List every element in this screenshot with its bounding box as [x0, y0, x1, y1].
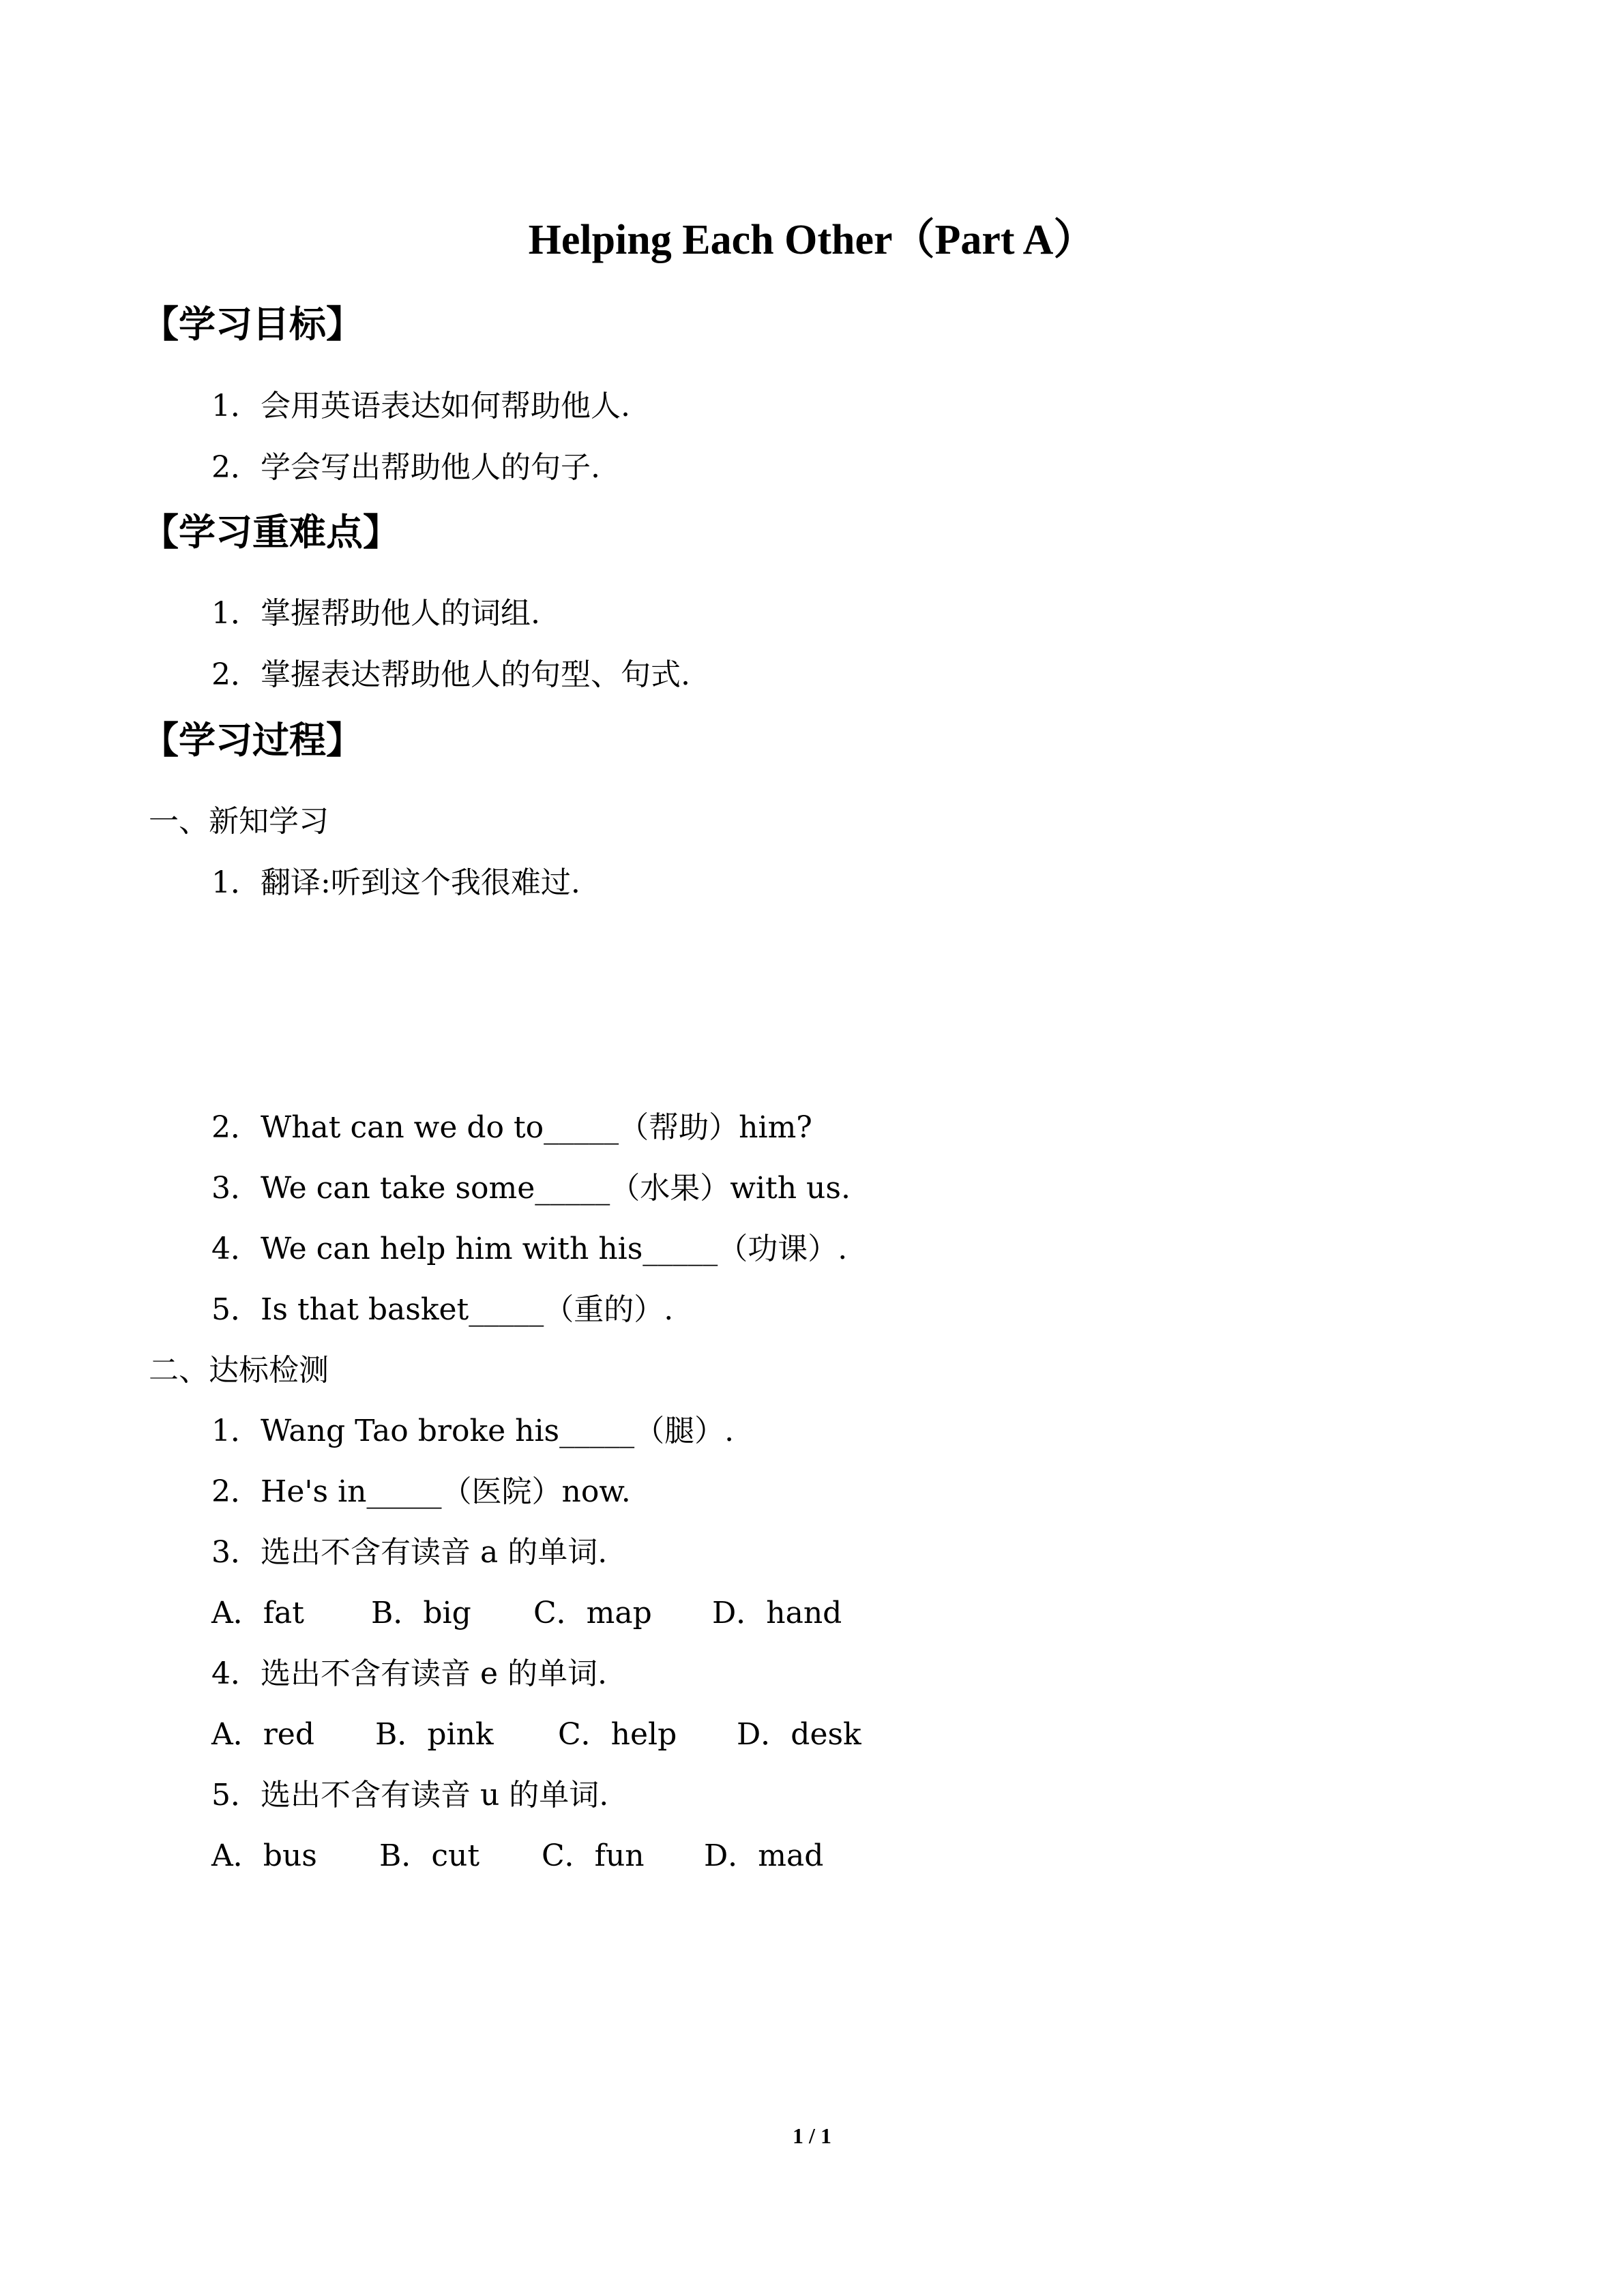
exercise-item: 1．翻译:听到这个我很难过.: [211, 865, 580, 900]
option: C．fun: [542, 1838, 645, 1873]
exercise-item: 5．Is that basket_____（重的）.: [211, 1292, 674, 1327]
option: C．map: [533, 1596, 652, 1630]
page-title: Helping Each Other（Part A）: [528, 217, 1096, 263]
assessment-item: 4．选出不含有读音 e 的单词.: [211, 1656, 607, 1691]
option: D．hand: [712, 1596, 842, 1630]
objective-item-1: 1．会用英语表达如何帮助他人.: [211, 389, 630, 423]
exercise-item: 3．We can take some_____（水果）with us.: [211, 1171, 851, 1206]
assessment-item: 3．选出不含有读音 a 的单词.: [211, 1535, 608, 1570]
option: B．pink: [375, 1717, 494, 1752]
key-point-item-1: 1．掌握帮助他人的词组.: [211, 596, 540, 631]
option: D．mad: [704, 1838, 824, 1873]
option: B．big: [371, 1596, 471, 1630]
page-number: 1 / 1: [793, 2123, 831, 2148]
part-heading-assessment: 二、达标检测: [149, 1353, 329, 1388]
assessment-item: 1．Wang Tao broke his_____（腿）.: [211, 1414, 735, 1448]
option: A．red: [211, 1717, 315, 1752]
section-heading-process: 【学习过程】: [142, 719, 363, 762]
section-heading-objectives: 【学习目标】: [142, 303, 363, 346]
option: D．desk: [737, 1717, 861, 1752]
section-heading-key-points: 【学习重难点】: [142, 511, 400, 554]
objective-item-2: 2．学会写出帮助他人的句子.: [211, 450, 600, 485]
part-heading-new-knowledge: 一、新知学习: [149, 804, 329, 839]
exercise-item: 2．What can we do to_____（帮助）him?: [211, 1110, 812, 1145]
exercise-item: 4．We can help him with his_____（功课）.: [211, 1232, 848, 1266]
option: A．fat: [211, 1596, 304, 1630]
assessment-item: 2．He's in_____（医院）now.: [211, 1474, 631, 1509]
key-point-item-2: 2．掌握表达帮助他人的句型、句式.: [211, 657, 690, 692]
option: C．help: [558, 1717, 677, 1752]
assessment-item: 5．选出不含有读音 u 的单词.: [211, 1778, 609, 1813]
option: B．cut: [379, 1838, 479, 1873]
option: A．bus: [211, 1838, 317, 1873]
